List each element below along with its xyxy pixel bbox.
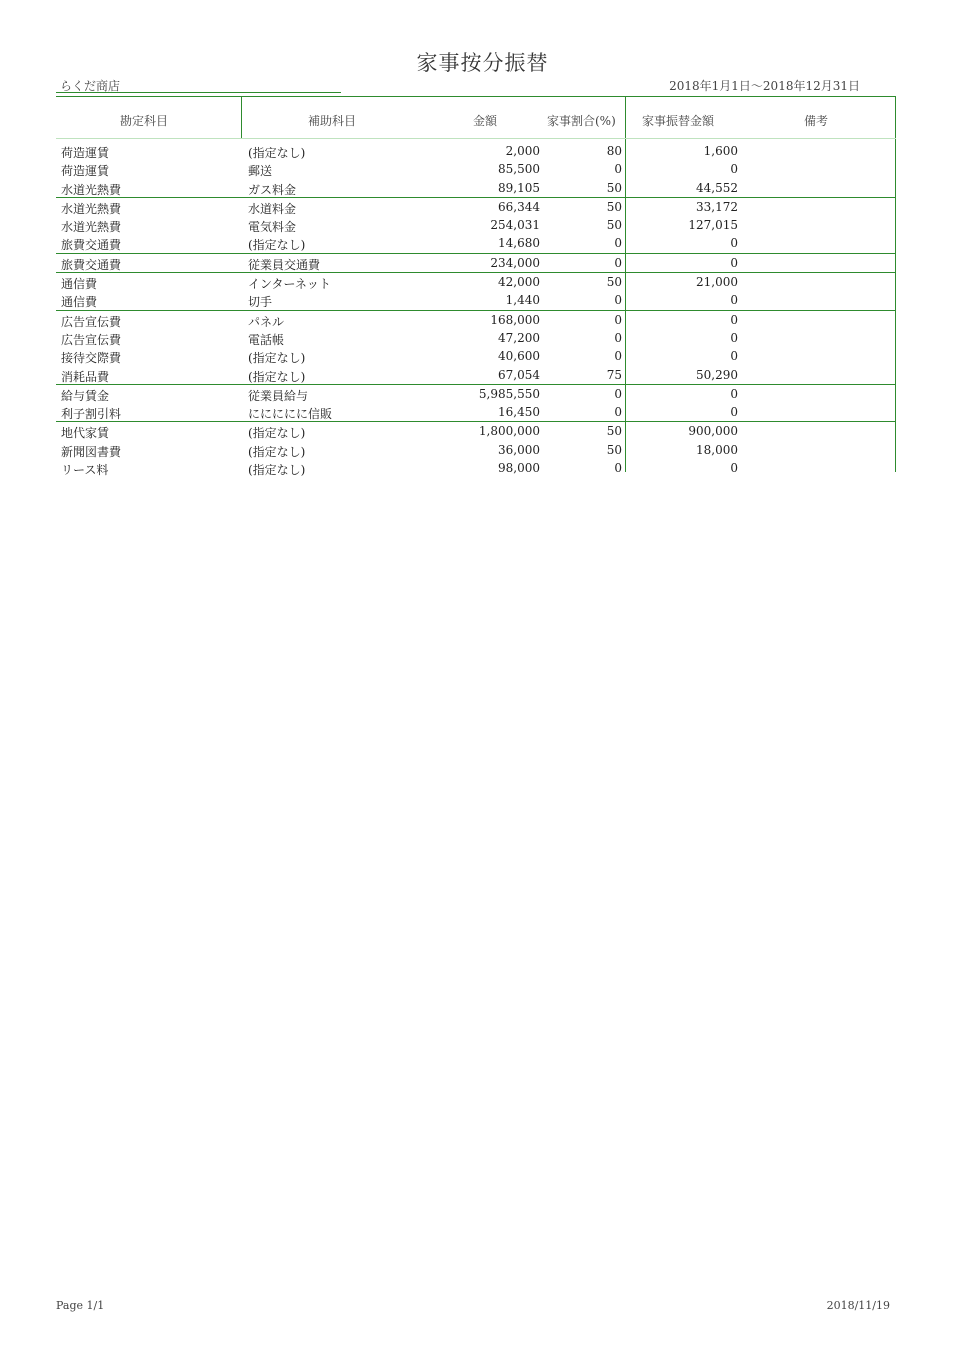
cell-ratio: 50 <box>606 442 622 457</box>
cell-amount: 89,105 <box>498 180 540 195</box>
cell-transfer: 0 <box>730 162 738 177</box>
header-ratio: 家事割合(%) <box>547 114 616 128</box>
cell-account: 新聞図書費 <box>61 444 122 459</box>
cell-sub-account: (指定なし) <box>248 238 306 253</box>
cell-transfer: 0 <box>730 255 738 270</box>
cell-transfer: 0 <box>730 349 738 364</box>
cell-sub-account: 従業員交通費 <box>248 257 321 272</box>
table-row <box>56 366 896 384</box>
cell-ratio: 0 <box>614 255 622 270</box>
cell-amount: 42,000 <box>498 275 540 290</box>
header-note: 備考 <box>804 114 829 128</box>
table-row <box>56 459 896 477</box>
cell-sub-account: 電話帳 <box>248 332 285 347</box>
cell-ratio: 0 <box>614 293 622 308</box>
cell-ratio: 0 <box>614 162 622 177</box>
cell-transfer: 50,290 <box>696 367 738 382</box>
cell-account: 接待交際費 <box>61 351 122 366</box>
cell-account: 消耗品費 <box>61 369 110 384</box>
cell-sub-account: (指定なし) <box>248 426 306 441</box>
table-header <box>56 96 896 138</box>
cell-amount: 1,440 <box>505 293 540 308</box>
report-title: 家事按分振替 <box>416 51 549 75</box>
table-row <box>56 234 896 252</box>
cell-amount: 254,031 <box>490 218 540 233</box>
cell-sub-account: 切手 <box>248 295 273 310</box>
cell-ratio: 50 <box>606 218 622 233</box>
cell-transfer: 0 <box>730 386 738 401</box>
cell-sub-account: ににににに信販 <box>248 407 333 422</box>
cell-sub-account: パネル <box>248 314 285 329</box>
table-row <box>56 441 896 459</box>
cell-account: 給与賃金 <box>61 388 110 403</box>
cell-transfer: 0 <box>730 330 738 345</box>
cell-transfer: 0 <box>730 312 738 327</box>
cell-sub-account: (指定なし) <box>248 351 306 366</box>
cell-amount: 168,000 <box>490 312 540 327</box>
cell-transfer: 900,000 <box>688 424 738 439</box>
table-row <box>56 197 896 216</box>
shop-name: らくだ商店 <box>56 77 341 93</box>
cell-sub-account: (指定なし) <box>248 463 306 478</box>
cell-transfer: 0 <box>730 236 738 251</box>
table-row <box>56 347 896 365</box>
cell-sub-account: 郵送 <box>248 164 273 179</box>
cell-ratio: 0 <box>614 330 622 345</box>
cell-account: 水道光熱費 <box>61 182 122 197</box>
cell-amount: 2,000 <box>505 144 540 158</box>
cell-sub-account: インターネット <box>248 277 331 292</box>
cell-amount: 85,500 <box>498 162 540 177</box>
cell-account: 広告宣伝費 <box>61 332 122 347</box>
header-amount: 金額 <box>473 114 498 128</box>
cell-transfer: 18,000 <box>696 442 738 457</box>
cell-ratio: 0 <box>614 236 622 251</box>
table-row <box>56 216 896 234</box>
report-period: 2018年1月1日～2018年12月31日 <box>669 79 860 93</box>
cell-account: リース料 <box>61 463 109 478</box>
table-row <box>56 403 896 421</box>
cell-amount: 5,985,550 <box>478 386 540 401</box>
header-sub-account: 補助科目 <box>308 114 357 128</box>
cell-amount: 66,344 <box>498 199 540 214</box>
cell-ratio: 0 <box>614 461 622 476</box>
cell-amount: 16,450 <box>498 405 540 420</box>
cell-sub-account: (指定なし) <box>248 444 306 459</box>
cell-account: 地代家賃 <box>61 426 110 441</box>
cell-account: 利子割引料 <box>61 407 122 422</box>
cell-ratio: 50 <box>606 424 622 439</box>
cell-transfer: 0 <box>730 405 738 420</box>
cell-account: 水道光熱費 <box>61 201 122 216</box>
cell-transfer: 1,600 <box>703 144 738 158</box>
header-bottom-border <box>56 138 896 139</box>
cell-amount: 98,000 <box>498 461 540 476</box>
cell-transfer: 0 <box>730 461 738 476</box>
cell-ratio: 0 <box>614 386 622 401</box>
cell-account: 旅費交通費 <box>61 257 122 272</box>
table-row <box>56 421 896 440</box>
cell-sub-account: ガス料金 <box>248 182 297 197</box>
cell-ratio: 75 <box>606 367 622 382</box>
cell-transfer: 127,015 <box>688 218 738 233</box>
table-body <box>56 142 896 477</box>
cell-ratio: 0 <box>614 312 622 327</box>
header-transfer: 家事振替金額 <box>642 114 715 128</box>
cell-amount: 47,200 <box>498 330 540 345</box>
cell-sub-account: (指定なし) <box>248 369 306 384</box>
cell-sub-account: (指定なし) <box>248 146 306 160</box>
table-row <box>56 272 896 291</box>
table-row <box>56 142 896 160</box>
cell-account: 水道光熱費 <box>61 220 122 235</box>
cell-account: 荷造運賃 <box>61 146 110 160</box>
cell-transfer: 21,000 <box>696 275 738 290</box>
cell-amount: 14,680 <box>498 236 540 251</box>
cell-ratio: 80 <box>606 144 622 158</box>
table-row <box>56 310 896 329</box>
cell-account: 荷造運賃 <box>61 164 110 179</box>
page-number: Page 1/1 <box>56 1299 105 1312</box>
cell-transfer: 33,172 <box>696 199 738 214</box>
cell-transfer: 44,552 <box>696 180 738 195</box>
cell-ratio: 50 <box>606 199 622 214</box>
cell-account: 広告宣伝費 <box>61 314 122 329</box>
cell-ratio: 50 <box>606 180 622 195</box>
cell-ratio: 0 <box>614 405 622 420</box>
cell-account: 通信費 <box>61 295 98 310</box>
cell-amount: 234,000 <box>490 255 540 270</box>
cell-transfer: 0 <box>730 293 738 308</box>
cell-amount: 40,600 <box>498 349 540 364</box>
cell-ratio: 50 <box>606 275 622 290</box>
table-row <box>56 253 896 272</box>
print-date: 2018/11/19 <box>826 1299 890 1312</box>
cell-account: 通信費 <box>61 277 98 292</box>
cell-sub-account: 従業員給与 <box>248 388 309 403</box>
table-row <box>56 329 896 347</box>
cell-account: 旅費交通費 <box>61 238 122 253</box>
cell-sub-account: 電気料金 <box>248 220 297 235</box>
cell-sub-account: 水道料金 <box>248 201 297 216</box>
table-row <box>56 160 896 178</box>
header-account: 勘定科目 <box>120 114 169 128</box>
table-row <box>56 291 896 309</box>
cell-amount: 1,800,000 <box>478 424 540 439</box>
table-row <box>56 384 896 403</box>
table-row <box>56 179 896 197</box>
cell-ratio: 0 <box>614 349 622 364</box>
cell-amount: 36,000 <box>498 442 540 457</box>
cell-amount: 67,054 <box>498 367 540 382</box>
